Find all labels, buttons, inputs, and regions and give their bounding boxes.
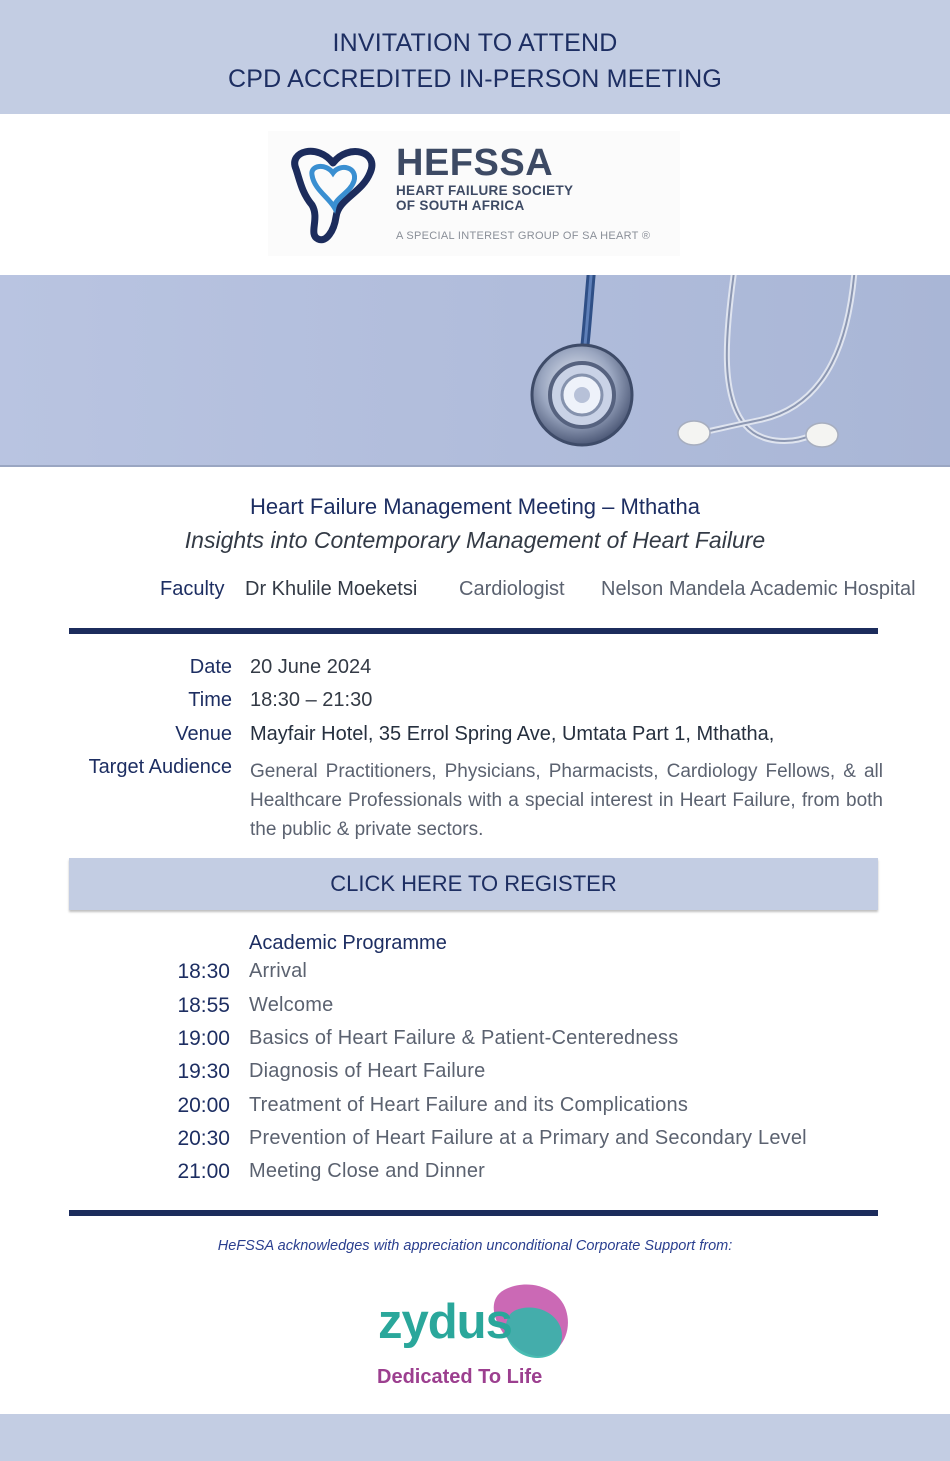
audience-label: Target Audience [88,756,232,778]
programme-item: Meeting Close and Dinner [249,1160,486,1182]
time-value: 18:30 – 21:30 [250,689,373,711]
faculty-name: Dr Khulile Moeketsi [245,578,418,600]
programme-row [0,1127,950,1157]
programme-row [0,1060,950,1090]
programme-row [0,994,950,1024]
programme-time: 19:00 [177,1027,230,1050]
programme-time: 21:00 [177,1160,230,1183]
programme-time: 18:55 [177,994,230,1017]
sponsor-name: zydus [378,1295,512,1349]
programme-heading: Academic Programme [249,932,447,954]
stethoscope-image [0,275,950,467]
faculty-label: Faculty [160,578,225,600]
hero-banner [0,275,950,467]
footer-band [0,1414,950,1461]
programme-row [0,960,950,990]
programme-item: Basics of Heart Failure & Patient-Centeredness [249,1027,679,1049]
programme-row [0,1160,950,1190]
programme-row [0,1027,950,1057]
programme-time: 20:30 [177,1127,230,1150]
header-line-1: INVITATION TO ATTEND [332,29,618,57]
header-band [0,0,950,114]
venue-value: Mayfair Hotel, 35 Errol Spring Ave, Umtata Part 1, Mthatha, [250,723,775,745]
faculty-hospital: Nelson Mandela Academic Hospital [601,578,916,600]
programme-time: 18:30 [177,960,230,983]
acknowledgement-text: HeFSSA acknowledges with appreciation unconditional Corporate Support from: [217,1238,733,1254]
logo-full-line-1: HEART FAILURE SOCIETY [396,183,574,198]
audience-value: General Practitioners, Physicians, Pharmacists, Cardiology Fellows, & all Healthcare Professionals with a special interest in Heart Failure, from both the public & private sectors. [250,761,883,840]
logo-tagline: A SPECIAL INTEREST GROUP OF SA HEART ® [396,230,651,242]
hefssa-logo [268,131,680,256]
programme-item: Prevention of Heart Failure at a Primary and Secondary Level [249,1127,807,1149]
programme-row [0,1094,950,1124]
heart-logo-icon [278,139,388,249]
logo-name: HEFSSA [396,142,554,184]
faculty-role: Cardiologist [459,578,565,600]
register-button[interactable]: CLICK HERE TO REGISTER [69,858,878,910]
header-line-2: CPD ACCREDITED IN-PERSON MEETING [228,65,722,93]
programme-time: 19:30 [177,1060,230,1083]
programme-item: Diagnosis of Heart Failure [249,1060,486,1082]
venue-label: Venue [175,723,232,745]
programme-item: Welcome [249,994,334,1016]
sponsor-tagline: Dedicated To Life [377,1366,543,1388]
time-label: Time [188,689,232,711]
date-value: 20 June 2024 [250,656,372,678]
zydus-logo [376,1280,576,1395]
meeting-subtitle: Insights into Contemporary Management of Heart Failure [184,527,766,553]
programme-item: Treatment of Heart Failure and its Complications [249,1094,689,1116]
divider-top [69,628,878,634]
divider-bottom [69,1210,878,1216]
logo-full-line-2: OF SOUTH AFRICA [396,198,525,213]
programme-item: Arrival [249,960,308,982]
meeting-title: Heart Failure Management Meeting – Mthatha [249,494,700,519]
date-label: Date [189,656,232,678]
programme-time: 20:00 [177,1094,230,1117]
